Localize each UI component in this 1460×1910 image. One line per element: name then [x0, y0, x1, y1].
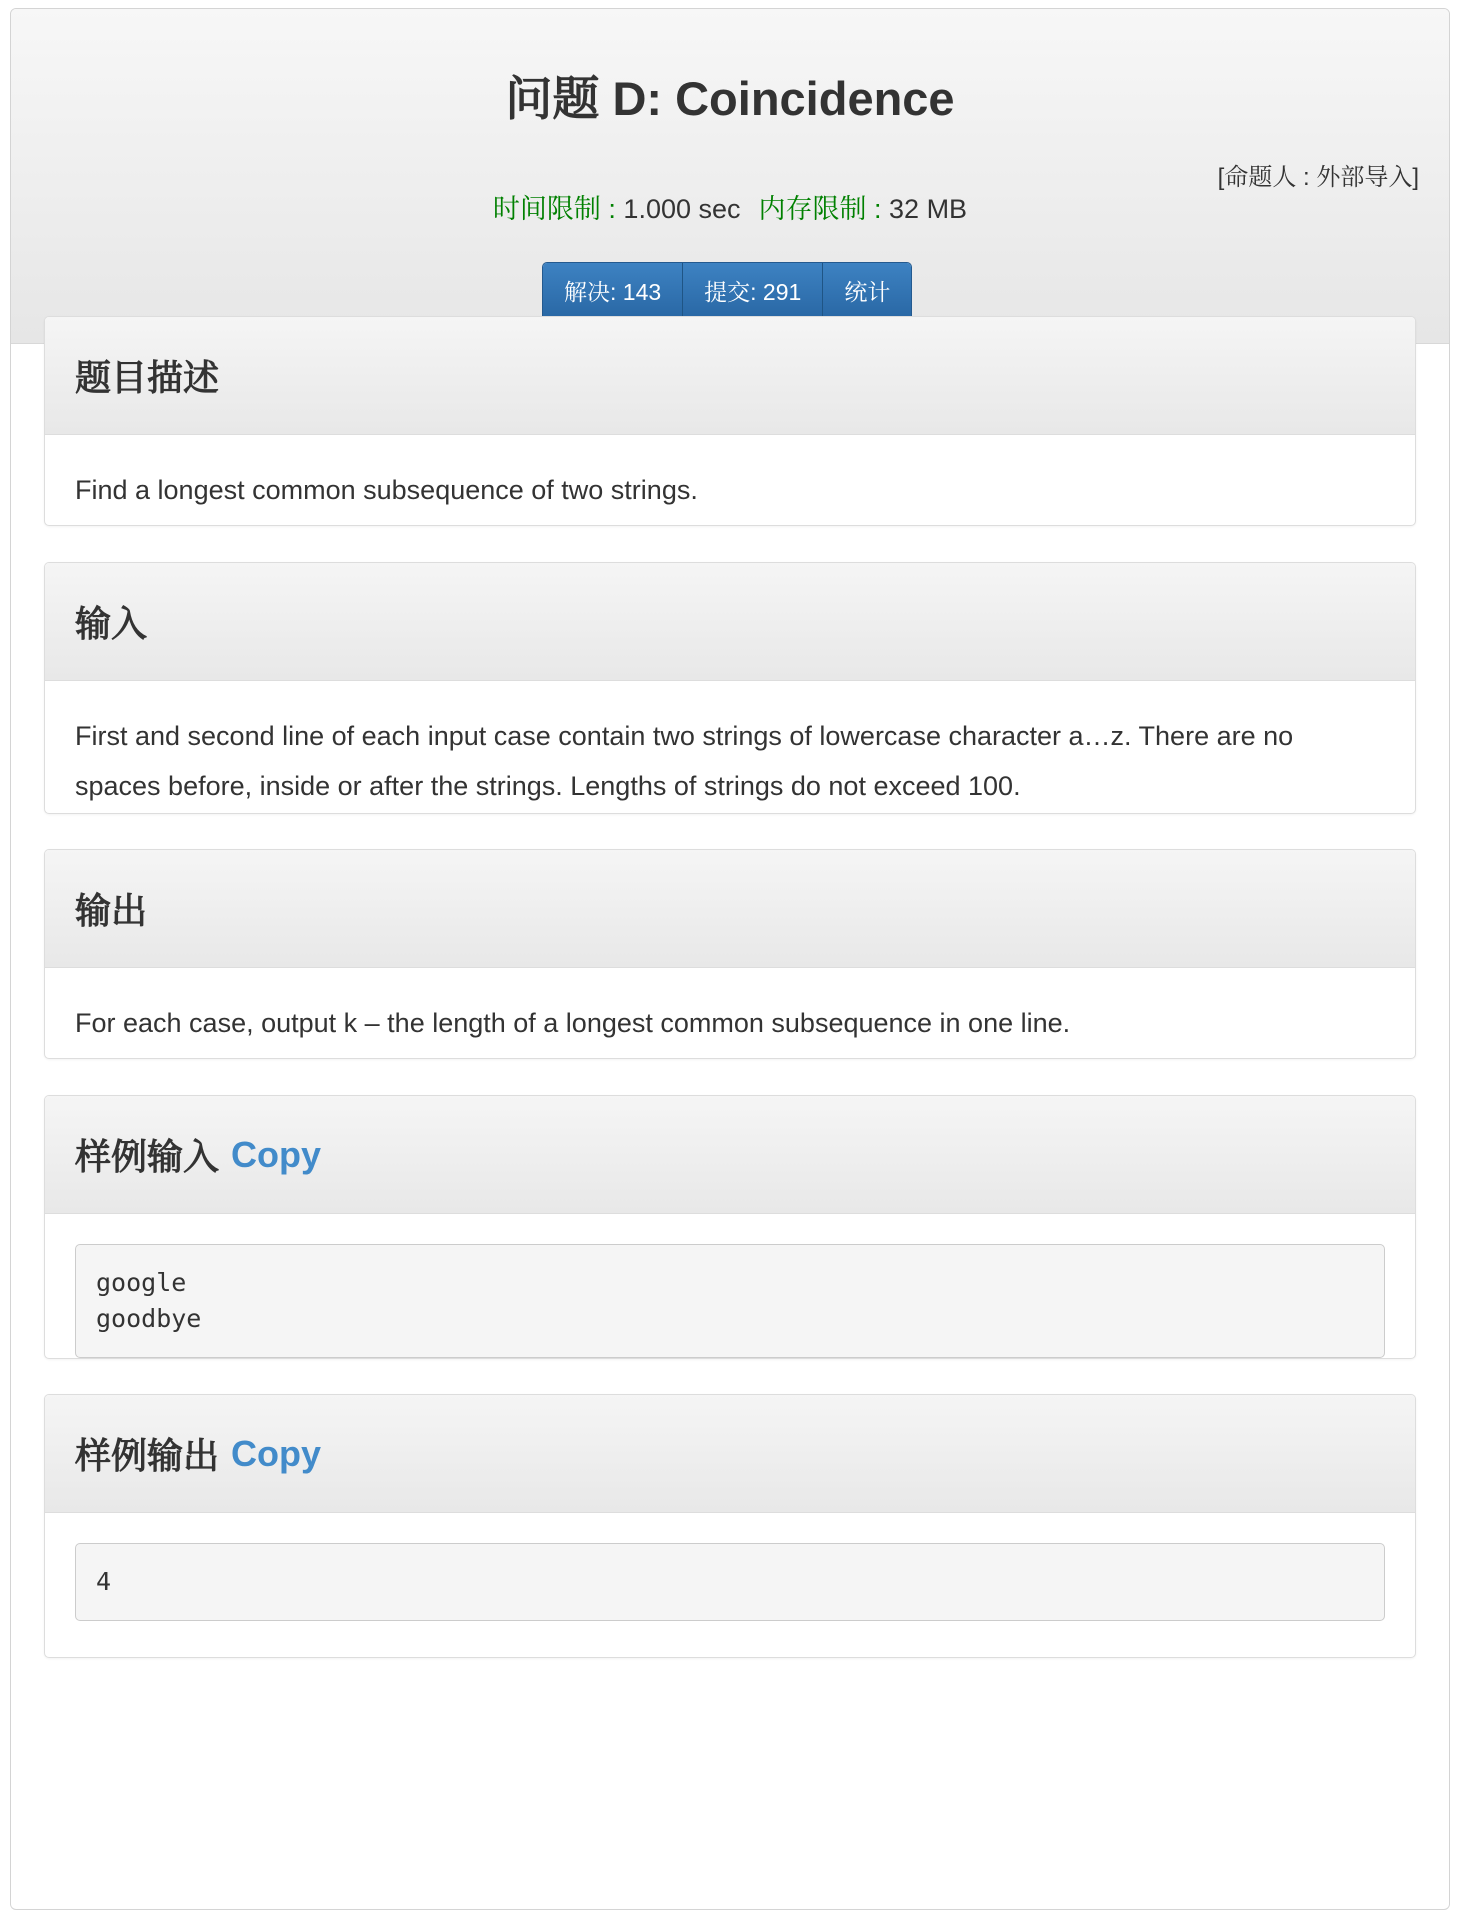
stats-button-group — [542, 262, 912, 322]
output-heading: 输出 — [45, 850, 1415, 968]
problem-page — [10, 8, 1450, 1910]
output-panel — [44, 849, 1416, 1059]
time-limit-value: 1.000 sec — [623, 194, 741, 224]
input-panel — [44, 562, 1416, 814]
sample-input-title: 样例输入 — [75, 1136, 220, 1177]
sample-input-panel — [44, 1095, 1416, 1359]
input-text: First and second line of each input case contain two strings of lowercase character a…z. There are no spaces before, inside or after the strings. Lengths of strings do not exceed 100. — [75, 721, 1294, 801]
submit-button[interactable]: 提交: 291 — [682, 263, 822, 321]
sample-output-copy-link[interactable]: Copy — [231, 1432, 322, 1474]
sample-output-heading — [45, 1395, 1415, 1513]
sample-input-copy-link[interactable]: Copy — [231, 1133, 322, 1175]
sample-input-heading — [45, 1096, 1415, 1214]
page-title: 问题 D: Coincidence — [505, 72, 955, 125]
description-heading: 题目描述 — [45, 317, 1415, 435]
sample-output-body — [45, 1513, 1415, 1651]
time-limit-label: 时间限制 : — [492, 194, 624, 224]
description-panel — [44, 316, 1416, 526]
input-heading: 输入 — [45, 563, 1415, 681]
sample-input-body — [45, 1214, 1415, 1359]
sample-output-panel — [44, 1394, 1416, 1658]
sample-input-code: google goodbye — [75, 1244, 1385, 1358]
memory-limit-value: 32 MB — [889, 194, 968, 224]
sample-output-code: 4 — [75, 1543, 1385, 1621]
limits-line — [11, 191, 1449, 227]
description-text: Find a longest common subsequence of two strings. — [75, 475, 698, 505]
problem-header — [11, 9, 1449, 344]
solved-button[interactable]: 解决: 143 — [543, 263, 682, 321]
memory-limit-label: 内存限制 : — [758, 194, 890, 224]
statistics-button[interactable]: 统计 — [822, 263, 911, 321]
author-label: [命题人 : 外部导入] — [1217, 164, 1419, 191]
output-text: For each case, output k – the length of a longest common subsequence in one line. — [75, 1008, 1071, 1038]
sample-output-title: 样例输出 — [75, 1435, 220, 1476]
